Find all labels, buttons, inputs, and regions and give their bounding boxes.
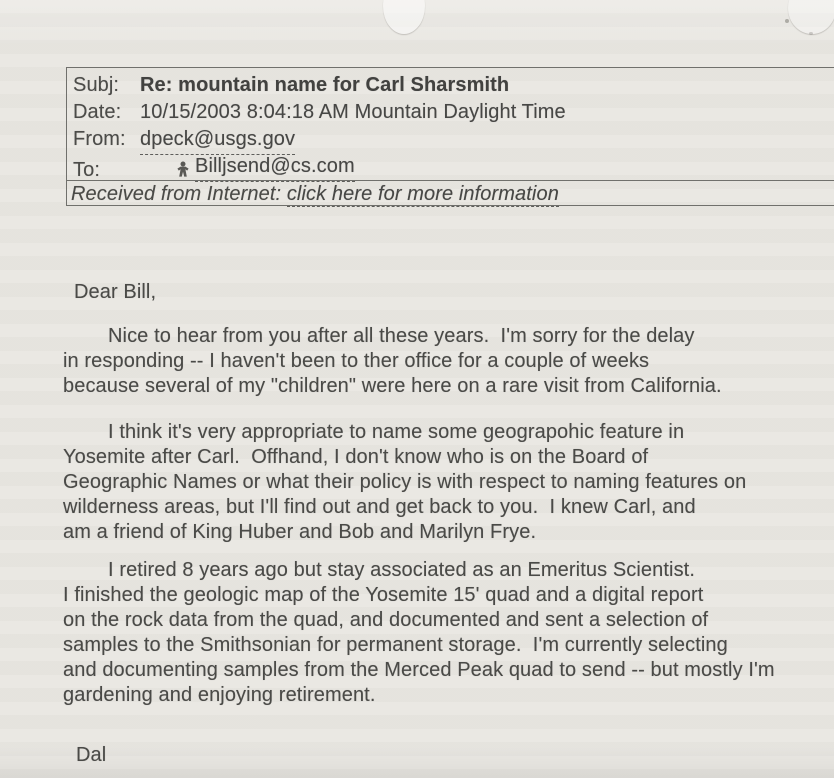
scan-speck <box>809 32 813 35</box>
from-label: From: <box>73 128 126 150</box>
to-label: To: <box>73 158 100 181</box>
to-row <box>67 153 834 180</box>
subject-value: Re: mountain name for Carl Sharsmith <box>140 74 510 96</box>
body-line: Geographic Names or what their policy is with respect to naming features on <box>63 471 747 493</box>
date-row <box>67 99 834 126</box>
body-line: I finished the geologic map of the Yosemite 15' quad and a digital report <box>63 584 704 606</box>
body-line: samples to the Smithsonian for permanent storage. I'm currently selecting <box>63 634 728 656</box>
body-line: gardening and enjoying retirement. <box>63 684 376 706</box>
subject-row <box>67 72 834 99</box>
scan-speck <box>785 19 789 23</box>
date-label: Date: <box>73 101 122 123</box>
paragraph-1 <box>63 324 722 399</box>
hole-punch-mark <box>788 0 834 34</box>
received-info-link[interactable]: click here for more information <box>286 183 559 205</box>
body-line: I think it's very appropriate to name some geograpohic feature in <box>108 421 685 443</box>
body-line: Nice to hear from you after all these years. I'm sorry for the delay <box>108 325 695 347</box>
paragraph-2 <box>63 420 746 545</box>
hole-punch-mark <box>383 0 425 34</box>
from-row <box>67 126 834 153</box>
greeting: Dear Bill, <box>74 281 157 303</box>
buddy-icon <box>176 161 190 177</box>
subject-label: Subj: <box>73 74 120 96</box>
body-line: because several of my "children" were here on a rare visit from California. <box>63 375 722 397</box>
body-line: am a friend of King Huber and Bob and Marilyn Frye. <box>63 521 537 543</box>
signature: Dal <box>76 744 107 766</box>
to-address-link[interactable]: Billjsend@cs.com <box>195 153 355 182</box>
email-header-box <box>66 67 834 206</box>
date-value: 10/15/2003 8:04:18 AM Mountain Daylight Time <box>140 101 566 123</box>
paragraph-3 <box>63 558 775 708</box>
received-row <box>67 180 834 208</box>
body-line: Yosemite after Carl. Offhand, I don't know who is on the Board of <box>63 446 649 468</box>
body-line: I retired 8 years ago but stay associated as an Emeritus Scientist. <box>108 559 695 581</box>
received-prefix: Received from Internet: <box>71 183 287 205</box>
body-line: and documenting samples from the Merced Peak quad to send -- but mostly I'm <box>63 659 775 681</box>
body-line: wilderness areas, but I'll find out and get back to you. I knew Carl, and <box>63 496 696 518</box>
body-line: in responding -- I haven't been to ther office for a couple of weeks <box>63 350 650 372</box>
body-line: on the rock data from the quad, and documented and sent a selection of <box>63 609 709 631</box>
from-address-link[interactable]: dpeck@usgs.gov <box>140 126 295 155</box>
